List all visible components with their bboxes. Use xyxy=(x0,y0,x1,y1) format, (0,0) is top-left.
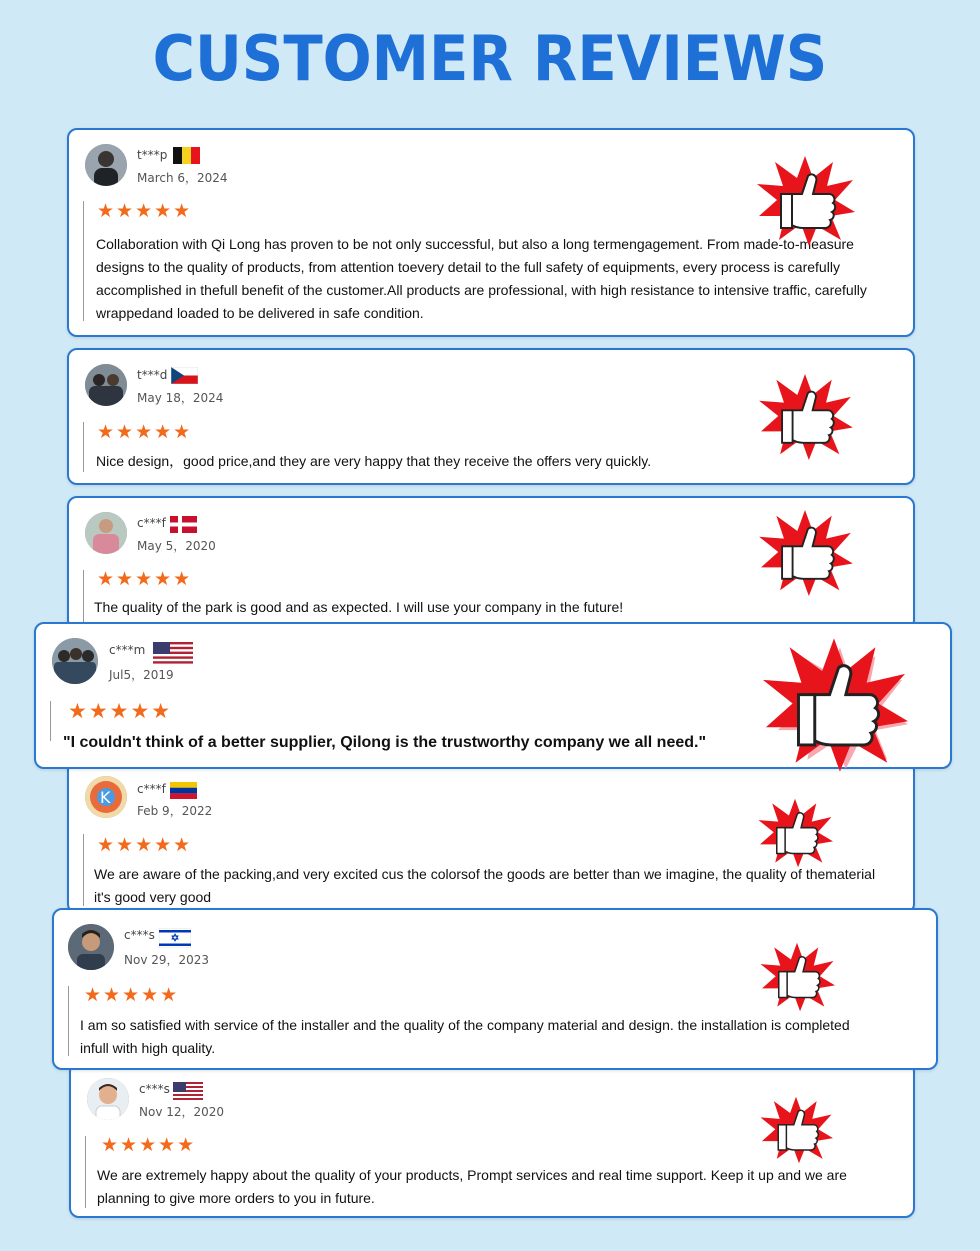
divider xyxy=(85,1136,86,1208)
rating-stars: ★★★★★ xyxy=(68,699,173,723)
rating-stars: ★★★★★ xyxy=(97,421,193,443)
review-date: March 6，2024 xyxy=(137,171,228,185)
review-date: May 18，2024 xyxy=(137,391,224,405)
reviewer-name: c***s xyxy=(139,1082,170,1096)
avatar xyxy=(85,144,127,186)
review-date: Nov 12，2020 xyxy=(139,1105,225,1119)
review-text: We are aware of the packing,and very excited cus the colorsof the goods are better than we imagine, the quality of thematerial it's good very good xyxy=(94,866,876,905)
divider xyxy=(50,701,51,741)
avatar xyxy=(85,364,127,406)
avatar xyxy=(68,924,114,970)
review-date: May 5，2020 xyxy=(137,539,216,553)
reviewer-name: t***d xyxy=(137,368,168,382)
review-card-6 xyxy=(52,908,938,1070)
venezuela-flag-icon xyxy=(170,782,197,799)
usa-flag-icon xyxy=(153,642,193,664)
divider xyxy=(68,986,69,1056)
review-card-3 xyxy=(67,496,915,630)
reviewer-name: c***m xyxy=(109,643,146,657)
review-text: We are extremely happy about the quality of your products, Prompt services and real time support. Keep it up and we are planning to give more orders to you in future. xyxy=(97,1167,847,1206)
review-text: Collaboration with Qi Long has proven to be not only successful, but also a long termengagement. From made-to-measure designs to the quality of products, from attention toevery detail to the full safety of equipments, every process is carefully accomplished in thefull benefit of the customer.All products are professional, with high resistance to intensive traffic, carefully wrappedand loaded to be delivered in safe condition. xyxy=(96,236,867,321)
thumbs-up-icon xyxy=(757,374,853,460)
thumbs-up-icon xyxy=(760,636,908,774)
thumbs-up-icon xyxy=(759,1096,833,1164)
divider xyxy=(83,201,84,321)
review-card-7 xyxy=(69,1062,915,1218)
divider xyxy=(83,834,84,906)
rating-stars: ★★★★★ xyxy=(101,1134,197,1156)
avatar xyxy=(52,638,98,684)
reviewer-name: t***p xyxy=(137,148,168,162)
page-title: CUSTOMER REVIEWS xyxy=(152,22,828,95)
review-date: Feb 9，2022 xyxy=(137,804,213,818)
review-card-2 xyxy=(67,348,915,485)
denmark-flag-icon xyxy=(170,516,197,533)
review-card-4 xyxy=(34,622,952,769)
rating-stars: ★★★★★ xyxy=(97,568,193,590)
thumbs-up-icon xyxy=(757,510,853,596)
reviewer-name: c***f xyxy=(137,782,166,796)
review-text: The quality of the park is good and as expected. I will use your company in the future! xyxy=(94,599,624,615)
czech-flag-icon xyxy=(171,367,198,384)
rating-stars: ★★★★★ xyxy=(84,984,180,1006)
usa-flag-icon xyxy=(173,1082,203,1100)
belgium-flag-icon xyxy=(173,147,200,164)
review-text: Nice design，good price,and they are very happy that they receive the offers very quickly. xyxy=(96,453,652,469)
rating-stars: ★★★★★ xyxy=(97,834,193,856)
thumbs-up-icon xyxy=(755,156,855,246)
rating-stars: ★★★★★ xyxy=(97,200,193,222)
review-date: Jul5，2019 xyxy=(109,668,174,682)
avatar xyxy=(85,776,127,818)
review-date: Nov 29，2023 xyxy=(124,953,210,967)
thumbs-up-icon xyxy=(757,798,833,868)
thumbs-up-icon xyxy=(759,942,835,1012)
review-card-1 xyxy=(67,128,915,337)
reviewer-name: c***s xyxy=(124,928,155,942)
israel-flag-icon xyxy=(159,928,191,948)
reviewer-name: c***f xyxy=(137,516,166,530)
svg-text:K: K xyxy=(100,788,111,807)
review-card-5 xyxy=(67,760,915,914)
divider xyxy=(83,570,84,625)
review-text: I am so satisfied with service of the installer and the quality of the company material and design. the installation is completed infull with high quality. xyxy=(80,1017,850,1056)
divider xyxy=(83,422,84,472)
review-text: "I couldn't think of a better supplier, Qilong is the trustworthy company we all need." xyxy=(63,734,707,751)
avatar xyxy=(85,512,127,554)
avatar xyxy=(87,1078,129,1120)
